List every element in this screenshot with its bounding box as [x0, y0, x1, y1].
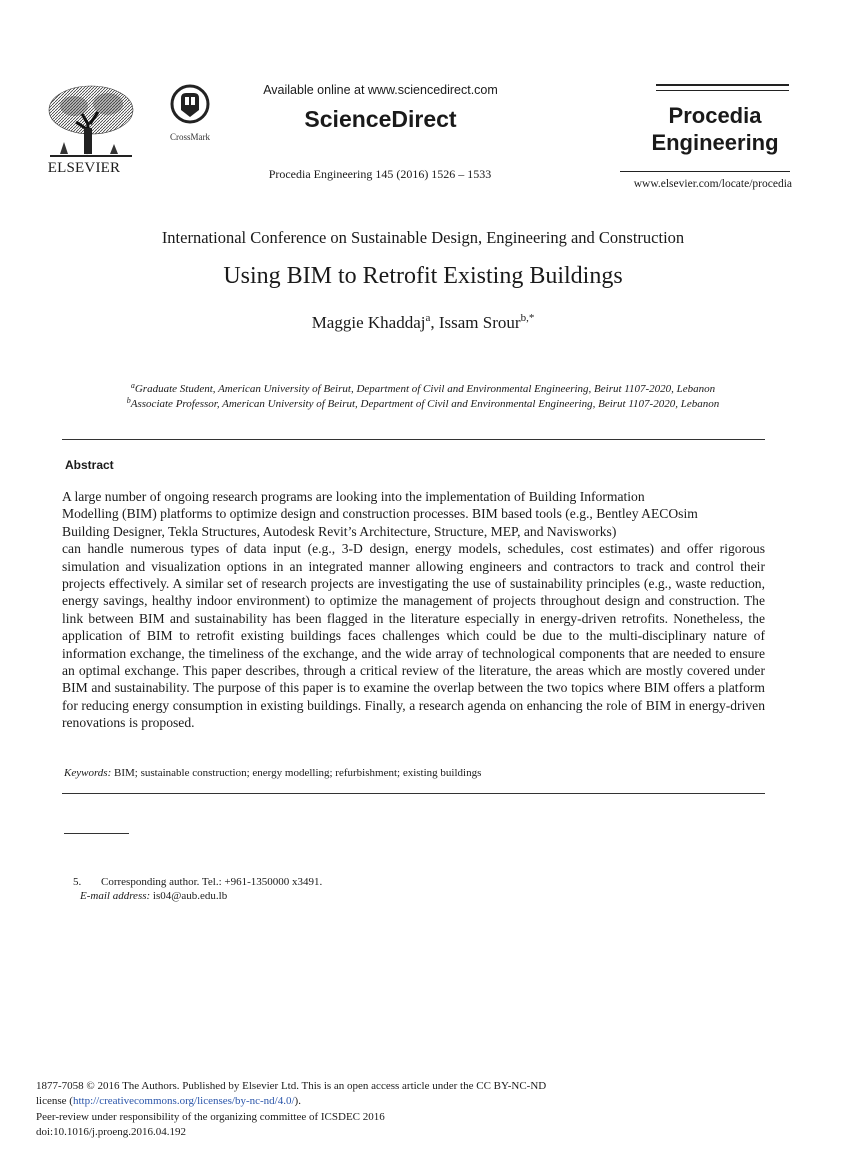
journal-reference: Procedia Engineering 145 (2016) 1526 – 1533 [268, 167, 492, 181]
license-suffix: ). [294, 1095, 301, 1107]
affiliation [60, 398, 786, 410]
section-divider [62, 439, 765, 440]
affiliation-text: Associate Professor, American University of Beirut, Department of Civil and Environmental Engineering, Beirut 1107-2020, Lebanon [130, 398, 720, 410]
available-online-text: Available online at www.sciencedirect.com [263, 83, 498, 97]
author-separator: , [430, 313, 439, 332]
journal-name-line2: Engineering [651, 130, 779, 155]
section-divider [62, 793, 765, 794]
conference-name: International Conference on Sustainable Design, Engineering and Construction [161, 228, 685, 247]
license-line [36, 1095, 301, 1107]
author-name: Issam Srour [438, 313, 521, 332]
affiliation [60, 383, 786, 395]
journal-name-line1: Procedia [668, 103, 762, 128]
header-rule [620, 171, 790, 172]
corresponding-author-text: Corresponding author. Tel.: +961-1350000 x3491. [101, 876, 323, 888]
footnote-corresponding [73, 876, 322, 888]
abstract-line: Building Designer, Tekla Structures, Autodesk Revit’s Architecture, Structure, MEP, and Navisworks) [62, 523, 617, 539]
header-rule [656, 84, 789, 86]
crossmark-icon [170, 84, 210, 126]
abstract-heading: Abstract [65, 458, 114, 472]
author-list [60, 313, 786, 333]
abstract-line: Modelling (BIM) platforms to optimize design and construction processes. BIM based tools (e.g., Bentley AECOsim [62, 506, 698, 522]
abstract-line: A large number of ongoing research programs are looking into the implementation of Building Information [62, 489, 645, 504]
author-affiliation-marker: b,* [520, 312, 535, 324]
affiliation-marker: a [130, 381, 135, 390]
abstract-body [62, 488, 765, 732]
header-rule [656, 90, 789, 91]
email-label: E-mail address: [80, 890, 151, 902]
keywords-text: BIM; sustainable construction; energy modelling; refurbishment; existing buildings [114, 767, 482, 779]
footnote-rule [64, 833, 129, 834]
affiliation-text: Graduate Student, American University of Beirut, Department of Civil and Environmental Engineering, Beirut 1107-2020, Lebanon [134, 383, 716, 395]
author-affiliation-marker: a [425, 312, 431, 324]
license-prefix: license ( [36, 1095, 73, 1107]
crossmark-label: CrossMark [170, 132, 210, 142]
affiliation-marker: b [126, 396, 131, 405]
license-link[interactable]: http://creativecommons.org/licenses/by-nc-nd/4.0/ [72, 1095, 295, 1107]
journal-name [640, 102, 790, 156]
abstract-paragraph: can handle numerous types of data input (e.g., 3-D design, energy models, schedules, cost estimates) and offer rigorous simulation and visualization options in an integrated manner allowing engineers and contractors to track and control their projects effectively. A similar set of research projects are investigating the use of sustainability principles (e.g., waste reduction, energy savings, healthy indoor environment) to optimize the management of projects throughout design and construction. The link between BIM and sustainability has been flagged in the literature especially in energy-driven retrofits. Nonetheless, the application of BIM to retrofit existing buildings faces challenges which could be due to the multi-disciplinary nature of information exchange, the timeliness of the exchange, and the wide array of technological components that are needed to ensure an optimal exchange. This paper describes, through a critical review of the literature, the areas which are mostly covered under BIM and sustainability. The purpose of this paper is to examine the overlap between the two topics where BIM offers a platform for reducing energy consumption in existing buildings. Finally, a research agenda on enhancing the role of BIM in energy-driven renovations is proposed. [62, 541, 765, 731]
elsevier-tree-logo [46, 84, 136, 158]
keywords [64, 767, 481, 779]
doi-line[interactable]: doi:10.1016/j.proeng.2016.04.192 [36, 1126, 187, 1138]
crossmark-badge[interactable] [163, 84, 217, 140]
footnote-number: 5. [73, 876, 82, 888]
footnote-email [80, 890, 227, 902]
keywords-label: Keywords: [64, 767, 112, 779]
peer-review-line: Peer-review under responsibility of the organizing committee of ICSDEC 2016 [36, 1111, 385, 1123]
journal-url[interactable]: www.elsevier.com/locate/procedia [633, 178, 792, 190]
article-title: Using BIM to Retrofit Existing Buildings [223, 263, 623, 289]
copyright-line: 1877-7058 © 2016 The Authors. Published by Elsevier Ltd. This is an open access article under the CC BY-NC-ND [36, 1080, 547, 1092]
email-address[interactable]: is04@aub.edu.lb [152, 890, 228, 902]
sciencedirect-logo-text: ScienceDirect [304, 106, 457, 132]
publisher-name: ELSEVIER [47, 160, 121, 176]
author-name: Maggie Khaddaj [311, 313, 426, 332]
